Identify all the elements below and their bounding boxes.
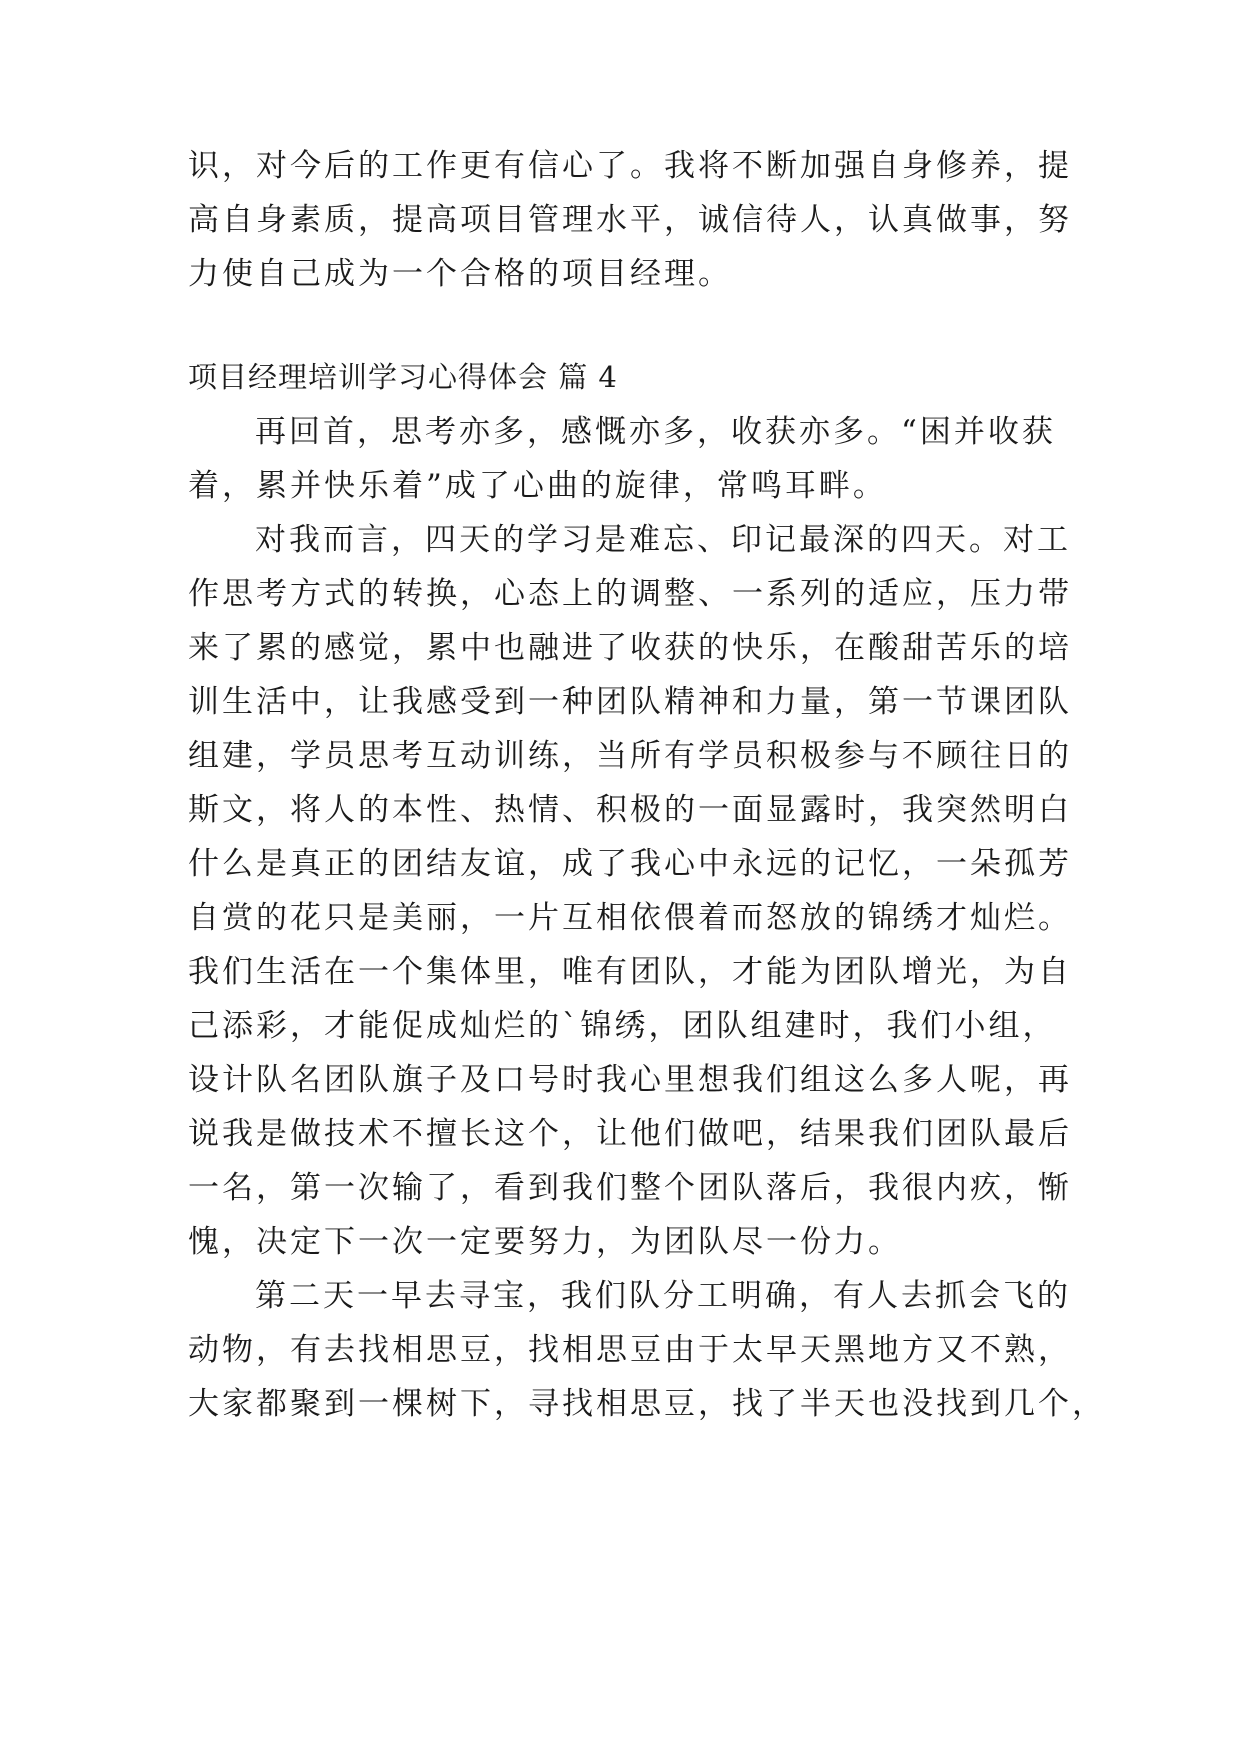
text-line: 一名，第一次输了，看到我们整个团队落后，我很内疚，惭 (188, 1170, 1072, 1206)
text-line: 大家都聚到一棵树下，寻找相思豆，找了半天也没找到几个， (188, 1386, 1106, 1422)
text-line: 自赏的花只是美丽，一片互相依偎着而怒放的锦绣才灿烂。 (188, 900, 1072, 936)
text-line: 愧，决定下一次一定要努力，为团队尽一份力。 (188, 1224, 902, 1260)
text-line: 设计队名团队旗子及口号时我心里想我们组这么多人呢，再 (188, 1062, 1072, 1098)
text-line: 再回首，思考亦多，感慨亦多，收获亦多。“困并收获 (255, 414, 1056, 450)
text-line: 己添彩，才能促成灿烂的`锦绣，团队组建时，我们小组， (188, 1008, 1057, 1044)
text-line: 组建，学员思考互动训练，当所有学员积极参与不顾往日的 (188, 738, 1072, 774)
text-line: 斯文，将人的本性、热情、积极的一面显露时，我突然明白 (188, 792, 1072, 828)
text-line: 第二天一早去寻宝，我们队分工明确，有人去抓会飞的 (255, 1278, 1071, 1314)
text-line: 说我是做技术不擅长这个，让他们做吧，结果我们团队最后 (188, 1116, 1072, 1152)
text-line: 着，累并快乐着”成了心曲的旋律，常鸣耳畔。 (188, 468, 887, 504)
text-line: 训生活中，让我感受到一种团队精神和力量，第一节课团队 (188, 684, 1072, 720)
text-line: 高自身素质，提高项目管理水平，诚信待人，认真做事，努 (188, 202, 1072, 238)
text-line: 什么是真正的团结友谊，成了我心中永远的记忆，一朵孤芳 (188, 846, 1072, 882)
text-line: 作思考方式的转换，心态上的调整、一系列的适应，压力带 (188, 576, 1072, 612)
text-line: 对我而言，四天的学习是难忘、印记最深的四天。对工 (255, 522, 1071, 558)
text-line: 力使自己成为一个合格的项目经理。 (188, 256, 732, 292)
section-title: 项目经理培训学习心得体会 篇 4 (188, 360, 618, 394)
text-line: 我们生活在一个集体里，唯有团队，才能为团队增光，为自 (188, 954, 1072, 990)
text-line: 动物，有去找相思豆，找相思豆由于太早天黑地方又不熟， (188, 1332, 1072, 1368)
text-line: 识，对今后的工作更有信心了。我将不断加强自身修养，提 (188, 148, 1072, 184)
text-line: 来了累的感觉，累中也融进了收获的快乐，在酸甜苦乐的培 (188, 630, 1072, 666)
